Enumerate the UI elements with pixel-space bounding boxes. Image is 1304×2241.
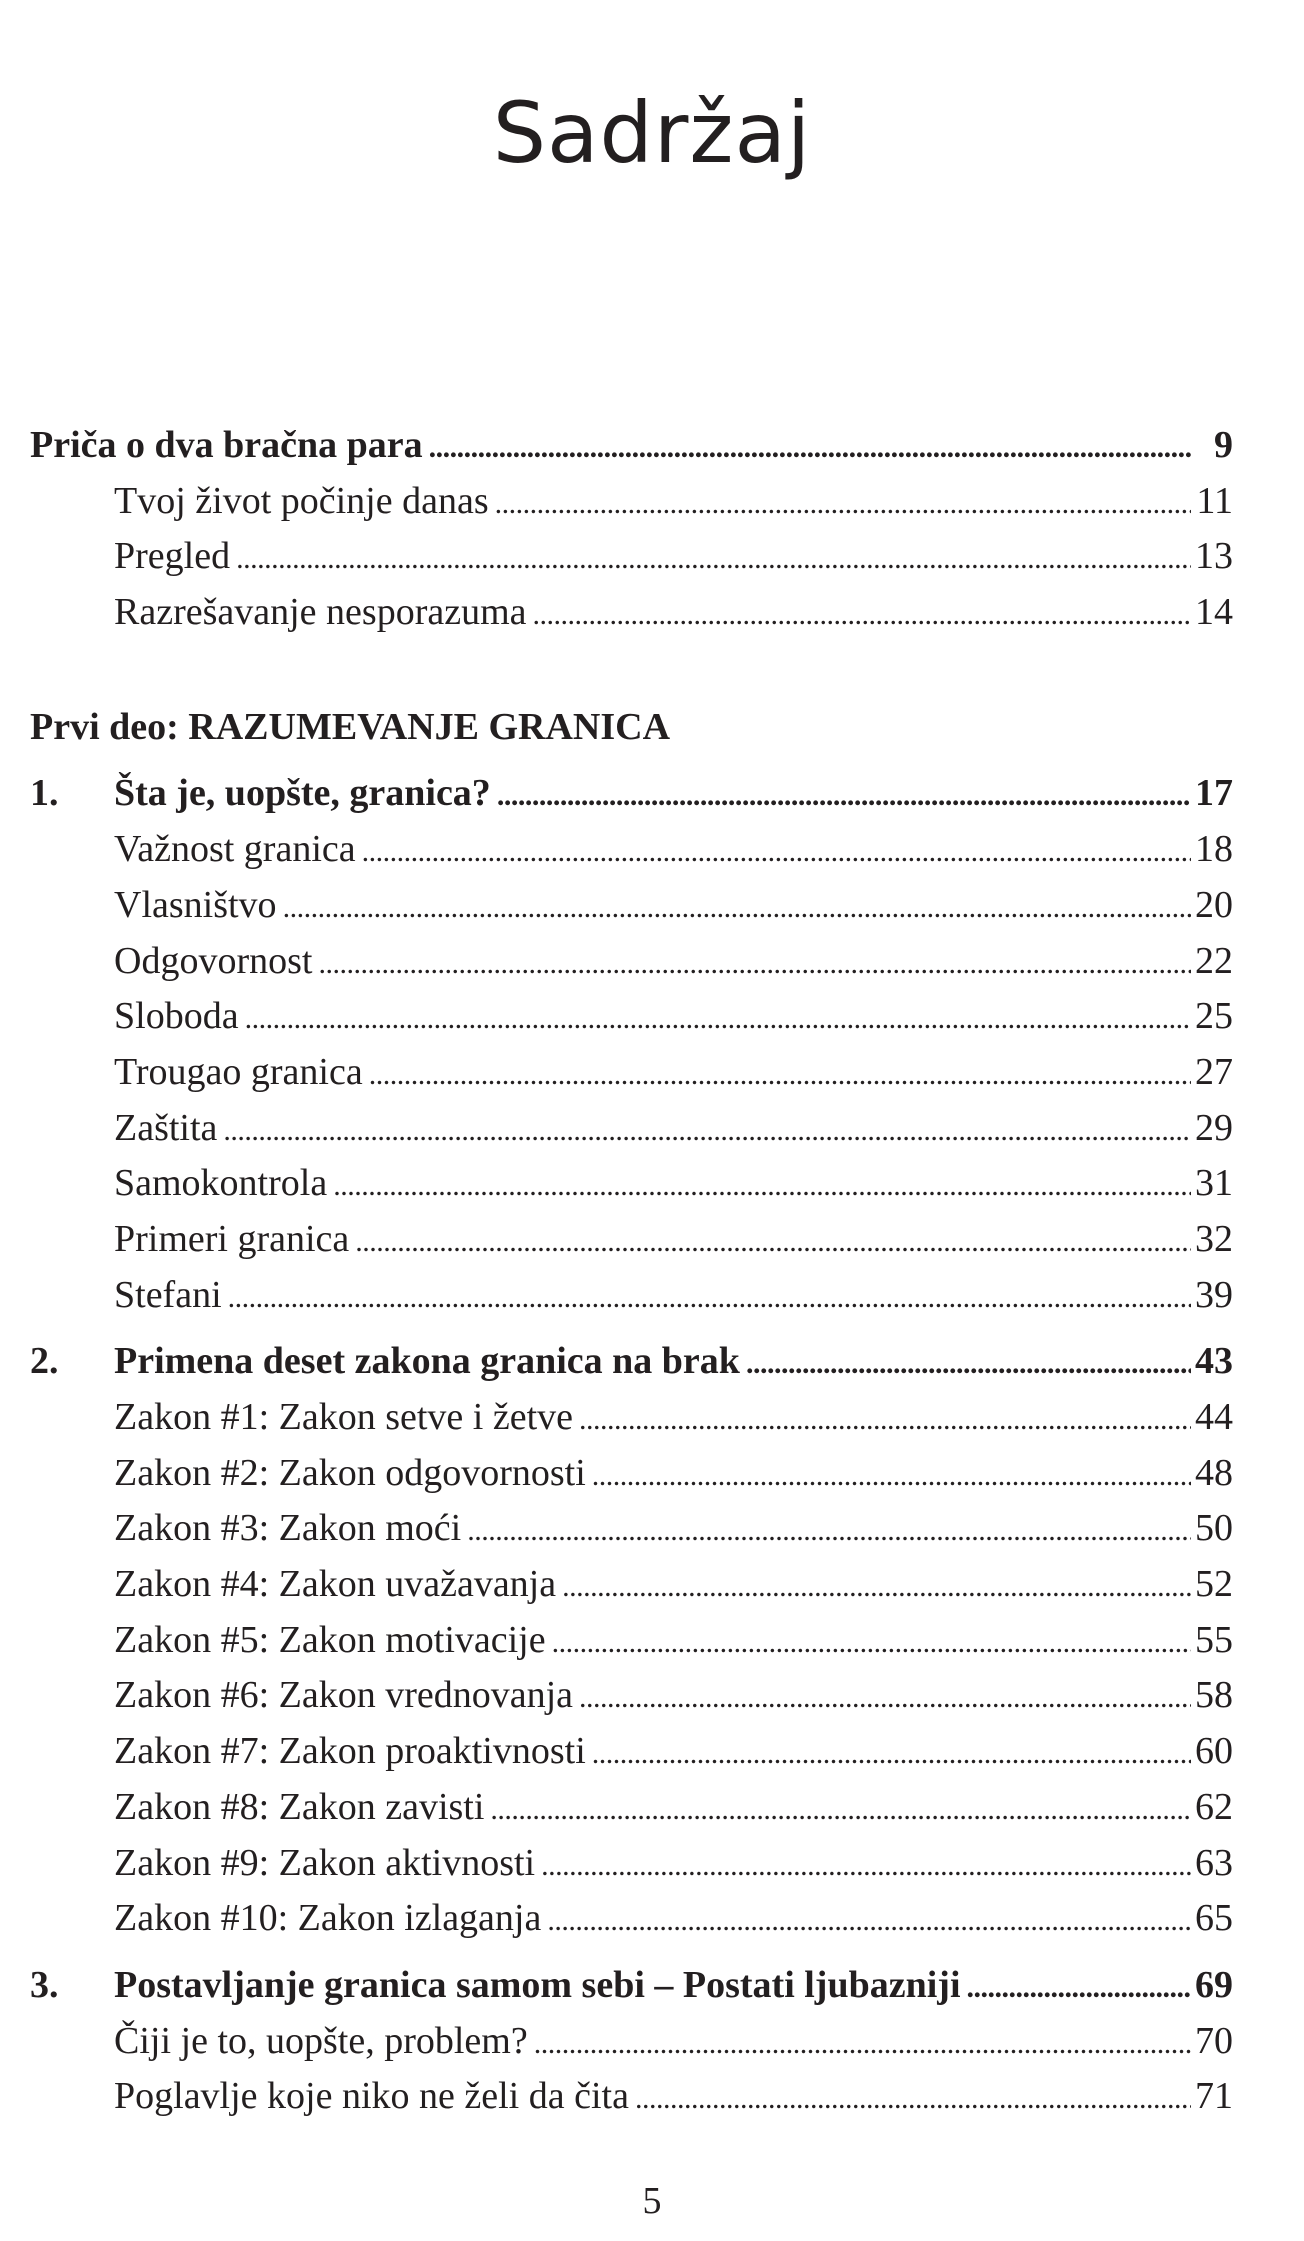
toc-entry-label: Tvoj život počinje danas	[114, 479, 489, 522]
dot-leader	[429, 418, 1191, 476]
toc-entry-label: Odgovornost	[114, 939, 313, 982]
dot-leader	[369, 1045, 1191, 1103]
toc-entry-label: Zakon #8: Zakon zavisti	[114, 1785, 485, 1828]
toc-chapter-3[interactable]	[30, 1958, 1233, 2014]
toc-entry-page: 29	[1195, 1106, 1233, 1149]
dot-leader	[579, 1390, 1191, 1448]
toc-entry-page: 13	[1195, 535, 1233, 578]
toc-subentry[interactable]	[30, 1446, 1233, 1502]
toc-entry-label: Zakon #2: Zakon odgovornosti	[114, 1451, 586, 1494]
toc-subentry[interactable]	[30, 1501, 1233, 1557]
toc-entry-page: 32	[1195, 1217, 1233, 1260]
toc-entry-page: 62	[1195, 1785, 1233, 1828]
dot-leader	[533, 585, 1191, 643]
toc-subentry[interactable]	[30, 1724, 1233, 1780]
toc-subentry[interactable]	[30, 1557, 1233, 1613]
toc-entry-label: Pregled	[114, 535, 231, 578]
toc-entry-label: Razrešavanje nesporazuma	[114, 591, 527, 634]
dot-leader	[579, 1668, 1191, 1726]
toc-subentry[interactable]	[30, 1780, 1233, 1836]
toc-entry-label: Sloboda	[114, 995, 239, 1038]
toc-entry-page: 25	[1195, 995, 1233, 1038]
toc-entry-page: 27	[1195, 1050, 1233, 1093]
page-number: 5	[642, 2180, 662, 2222]
dot-leader	[228, 1268, 1191, 1326]
toc-entry-page: 17	[1195, 772, 1233, 815]
part-heading	[30, 700, 1233, 756]
table-of-contents	[30, 418, 1233, 2125]
toc-entry-label: Čiji je to, uopšte, problem?	[114, 2019, 528, 2062]
toc-entry-page: 31	[1195, 1162, 1233, 1205]
dot-leader	[318, 934, 1191, 992]
toc-entry-label: Trougao granica	[114, 1050, 363, 1093]
toc-subentry[interactable]	[30, 1836, 1233, 1892]
toc-entry-label: Priča o dva bračna para	[30, 424, 423, 466]
toc-subentry[interactable]	[30, 1156, 1233, 1212]
toc-entry-label: Zakon #6: Zakon vrednovanja	[114, 1674, 574, 1717]
dot-leader	[592, 1446, 1191, 1504]
toc-entry-page: 63	[1195, 1841, 1233, 1884]
toc-subentry[interactable]	[30, 1101, 1233, 1157]
toc-entry-label: Šta je, uopšte, granica?	[114, 772, 491, 815]
toc-subentry[interactable]	[30, 1390, 1233, 1446]
dot-leader	[746, 1334, 1191, 1392]
toc-entry-page: 60	[1195, 1730, 1233, 1773]
toc-entry-label: Zakon #4: Zakon uvažavanja	[114, 1563, 557, 1606]
toc-subentry[interactable]	[30, 1891, 1233, 1947]
toc-entry-label: Važnost granica	[114, 828, 356, 871]
toc-entry-page: 52	[1195, 1563, 1233, 1606]
toc-entry-page: 50	[1195, 1507, 1233, 1550]
toc-entry-label: Vlasništvo	[114, 883, 277, 926]
toc-entry-label: Zakon #5: Zakon motivacije	[114, 1618, 546, 1661]
toc-subentry[interactable]	[30, 878, 1233, 934]
toc-subentry[interactable]	[30, 585, 1233, 641]
toc-subentry[interactable]	[30, 1268, 1233, 1324]
dot-leader	[355, 1212, 1191, 1270]
dot-leader	[495, 474, 1191, 532]
dot-leader	[245, 989, 1191, 1047]
toc-entry-page: 14	[1195, 591, 1233, 634]
dot-leader	[547, 1891, 1191, 1949]
toc-subentry[interactable]	[30, 1668, 1233, 1724]
toc-entry-label: Zaštita	[114, 1106, 218, 1149]
toc-chapter-2[interactable]	[30, 1334, 1233, 1390]
part-heading-label: Prvi deo: RAZUMEVANJE GRANICA	[30, 705, 671, 748]
toc-subentry[interactable]	[30, 2069, 1233, 2125]
toc-entry-page: 69	[1195, 1963, 1233, 2006]
dot-leader	[552, 1613, 1191, 1671]
toc-entry-label: Zakon #1: Zakon setve i žetve	[114, 1396, 574, 1438]
dot-leader	[333, 1156, 1191, 1214]
toc-entry-page: 11	[1196, 479, 1233, 522]
toc-entry-page: 58	[1195, 1674, 1233, 1717]
toc-entry-page: 70	[1195, 2019, 1233, 2062]
toc-chapter-1[interactable]	[30, 766, 1233, 822]
toc-entry-page: 20	[1195, 883, 1233, 926]
toc-entry-page: 71	[1195, 2075, 1233, 2118]
toc-entry-label: Zakon #7: Zakon proaktivnosti	[114, 1730, 586, 1773]
toc-entry-page: 43	[1195, 1340, 1233, 1383]
toc-subentry[interactable]	[30, 989, 1233, 1045]
dot-leader	[236, 529, 1191, 587]
dot-leader	[362, 822, 1191, 880]
toc-entry-page: 39	[1195, 1273, 1233, 1316]
toc-subentry[interactable]	[30, 1045, 1233, 1101]
toc-entry-label: Samokontrola	[114, 1162, 328, 1205]
dot-leader	[490, 1780, 1191, 1838]
dot-leader	[467, 1501, 1191, 1559]
toc-entry-label: Zakon #3: Zakon moći	[114, 1507, 462, 1550]
dot-leader	[534, 2014, 1191, 2072]
toc-entry-label: Primeri granica	[114, 1217, 350, 1260]
toc-subentry[interactable]	[30, 822, 1233, 878]
toc-entry-label: Zakon #10: Zakon izlaganja	[114, 1897, 542, 1940]
chapter-number: 1.	[30, 772, 59, 815]
toc-entry-intro[interactable]	[30, 418, 1233, 474]
toc-entry-page: 48	[1195, 1451, 1233, 1494]
toc-entry-label: Postavljanje granica samom sebi – Postati ljubazniji	[114, 1963, 961, 2006]
toc-entry-label: Primena deset zakona granica na brak	[114, 1340, 740, 1383]
toc-subentry[interactable]	[30, 2014, 1233, 2070]
toc-entry-label: Stefani	[114, 1273, 222, 1316]
dot-leader	[497, 766, 1191, 824]
toc-entry-page: 18	[1195, 828, 1233, 871]
toc-subentry[interactable]	[30, 529, 1233, 585]
dot-leader	[283, 878, 1191, 936]
toc-subentry[interactable]	[30, 1613, 1233, 1669]
toc-entry-label: Zakon #9: Zakon aktivnosti	[114, 1841, 536, 1884]
toc-subentry[interactable]	[30, 934, 1233, 990]
toc-entry-page: 65	[1195, 1897, 1233, 1940]
toc-entry-page: 22	[1195, 939, 1233, 982]
page-title: Sadržaj	[492, 84, 812, 183]
chapter-number: 2.	[30, 1340, 59, 1383]
dot-leader	[967, 1958, 1191, 2016]
toc-entry-page: 44	[1195, 1396, 1233, 1438]
toc-subentry[interactable]	[30, 474, 1233, 530]
dot-leader	[562, 1557, 1191, 1615]
dot-leader	[635, 2069, 1191, 2127]
chapter-number: 3.	[30, 1963, 59, 2006]
dot-leader	[592, 1724, 1191, 1782]
toc-entry-page: 55	[1195, 1618, 1233, 1661]
toc-entry-label: Poglavlje koje niko ne želi da čita	[114, 2075, 629, 2118]
dot-leader	[541, 1836, 1191, 1894]
dot-leader	[223, 1101, 1191, 1159]
toc-entry-page: 9	[1214, 424, 1233, 466]
toc-subentry[interactable]	[30, 1212, 1233, 1268]
